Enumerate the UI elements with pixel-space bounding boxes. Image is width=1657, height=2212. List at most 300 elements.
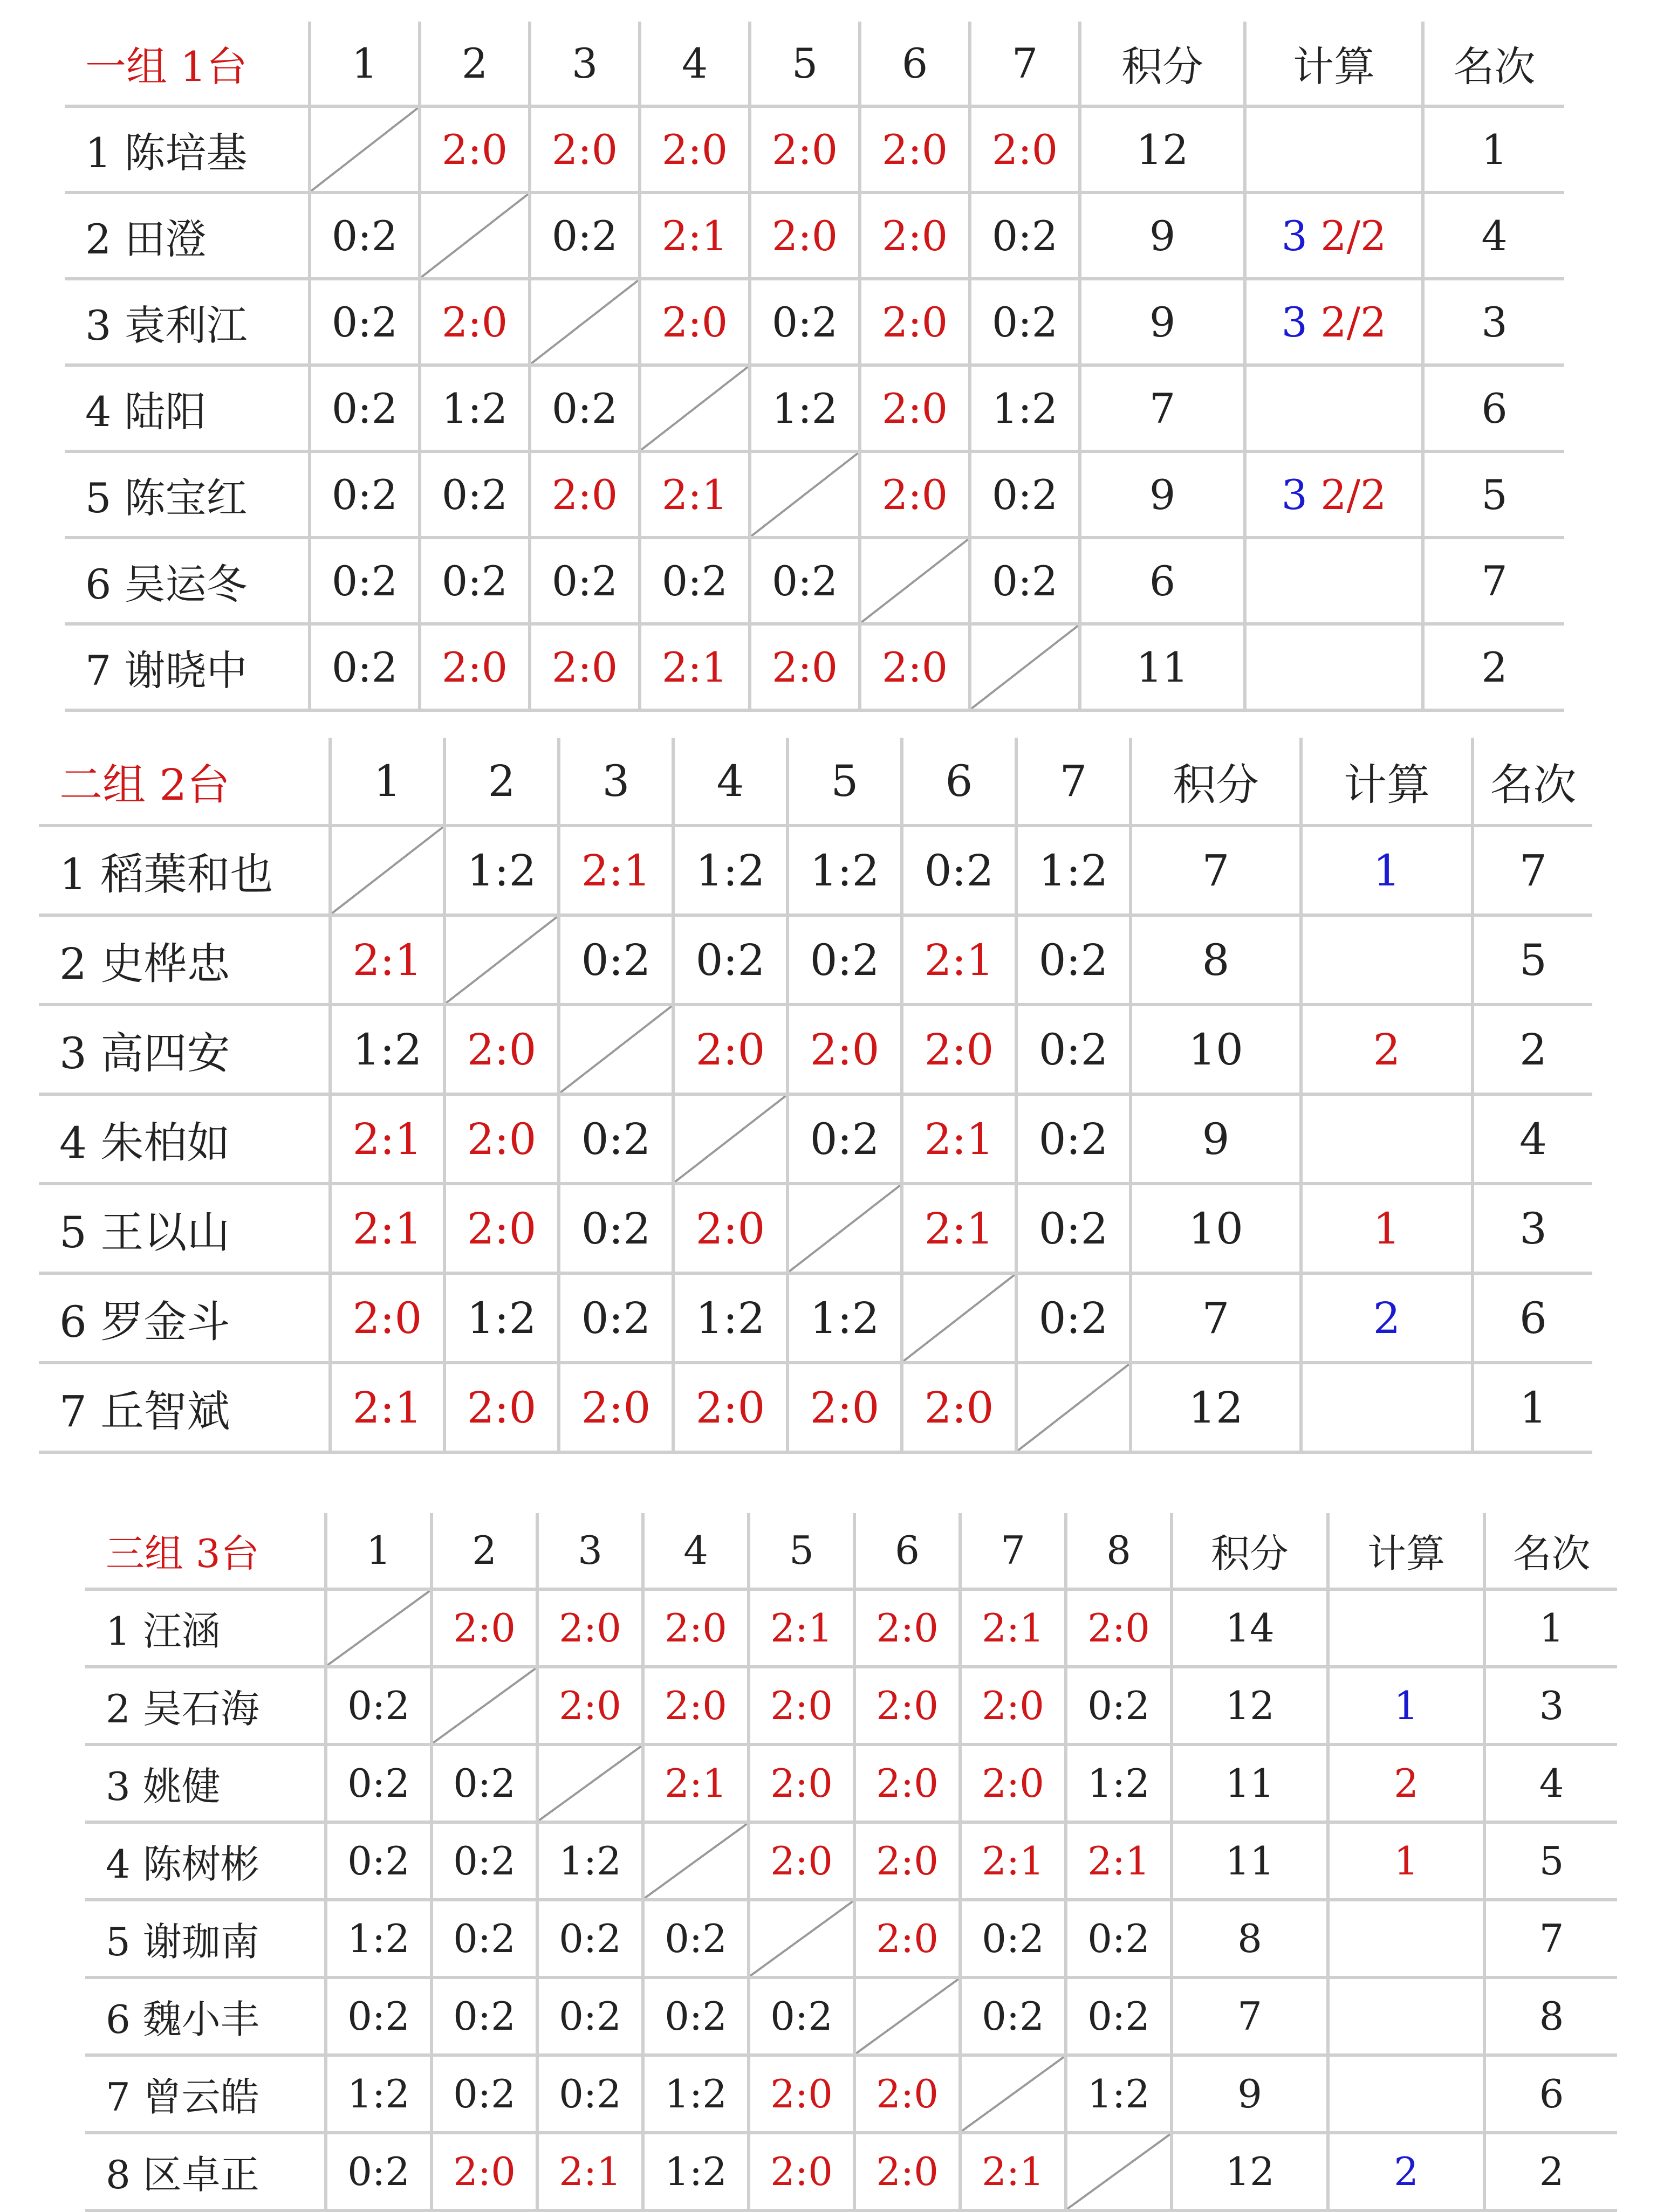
match-result: 1:2 [643, 2055, 749, 2133]
player-row [39, 915, 1592, 1005]
match-result: 2:1 [640, 451, 750, 538]
match-result: 0:2 [749, 1977, 854, 2055]
match-result: 2:0 [749, 1822, 854, 1900]
points-value: 14 [1172, 1589, 1328, 1667]
opponent-column-header: 5 [750, 22, 860, 106]
player-row [65, 279, 1564, 365]
player-name: 1 陈培基 [65, 106, 310, 193]
player-name: 3 高四安 [39, 1005, 330, 1094]
tiebreak-part: 3 [1281, 211, 1307, 260]
points-value: 9 [1131, 1094, 1301, 1184]
player-row [39, 1005, 1592, 1094]
tiebreak-part: 2/2 [1307, 298, 1387, 346]
opponent-column-header: 2 [420, 22, 530, 106]
match-result: 2:0 [854, 1589, 960, 1667]
match-result: 0:2 [537, 1977, 643, 2055]
match-result: 0:2 [310, 365, 420, 451]
rank-value: 5 [1423, 451, 1564, 538]
tiebreak-calc [1328, 1667, 1484, 1744]
match-result: 2:0 [432, 2133, 537, 2210]
opponent-column-header: 8 [1066, 1513, 1172, 1589]
match-result: 0:2 [902, 826, 1016, 915]
points-value: 11 [1080, 624, 1245, 710]
tiebreak-part: 2 [1394, 2149, 1419, 2194]
group-title: 二组 2台 [39, 738, 330, 826]
tiebreak-calc [1245, 279, 1423, 365]
self-match-cell [326, 1589, 432, 1667]
tiebreak-calc [1301, 1005, 1473, 1094]
points-value: 7 [1080, 365, 1245, 451]
column-header: 积分 [1172, 1513, 1328, 1589]
points-value: 8 [1131, 915, 1301, 1005]
player-row [65, 624, 1564, 710]
points-value: 7 [1131, 826, 1301, 915]
header-row [39, 738, 1592, 826]
rank-value: 2 [1484, 2133, 1617, 2210]
player-name: 5 王以山 [39, 1184, 330, 1273]
rank-value: 5 [1484, 1822, 1617, 1900]
points-value: 12 [1080, 106, 1245, 193]
match-result: 2:1 [559, 826, 673, 915]
tiebreak-part: 1 [1394, 1683, 1419, 1728]
player-name: 2 田澄 [65, 193, 310, 279]
match-result: 2:0 [444, 1363, 559, 1452]
match-result: 2:0 [530, 451, 640, 538]
player-row [39, 1363, 1592, 1452]
match-result: 0:2 [1016, 1094, 1131, 1184]
rank-value: 6 [1484, 2055, 1617, 2133]
tiebreak-calc [1328, 2055, 1484, 2133]
self-match-cell [749, 1900, 854, 1977]
points-value: 8 [1172, 1900, 1328, 1977]
opponent-column-header: 3 [530, 22, 640, 106]
match-result: 2:0 [537, 1667, 643, 1744]
self-match-cell [750, 451, 860, 538]
match-result: 0:2 [530, 538, 640, 624]
match-result: 2:1 [1066, 1822, 1172, 1900]
tiebreak-calc [1245, 365, 1423, 451]
tiebreak-part: 3 [1281, 470, 1307, 519]
match-result: 2:0 [860, 624, 970, 710]
match-result: 2:0 [788, 1005, 902, 1094]
rank-value: 4 [1473, 1094, 1592, 1184]
match-result: 2:0 [854, 1822, 960, 1900]
match-result: 1:2 [420, 365, 530, 451]
opponent-column-header: 6 [854, 1513, 960, 1589]
match-result: 2:1 [902, 1184, 1016, 1273]
tiebreak-calc [1301, 1273, 1473, 1363]
player-row [39, 1094, 1592, 1184]
player-name: 4 陈树彬 [85, 1822, 326, 1900]
column-header: 名次 [1423, 22, 1564, 106]
player-row [65, 538, 1564, 624]
match-result: 2:0 [444, 1184, 559, 1273]
match-result: 2:0 [673, 1005, 788, 1094]
player-row [39, 1273, 1592, 1363]
tiebreak-calc [1301, 1184, 1473, 1273]
points-value: 9 [1172, 2055, 1328, 2133]
match-result: 2:0 [750, 106, 860, 193]
match-result: 2:0 [960, 1744, 1066, 1822]
match-result: 0:2 [310, 624, 420, 710]
match-result: 0:2 [750, 279, 860, 365]
player-name: 1 稻葉和也 [39, 826, 330, 915]
match-result: 0:2 [970, 279, 1080, 365]
match-result: 2:1 [643, 1744, 749, 1822]
opponent-column-header: 4 [643, 1513, 749, 1589]
match-result: 1:2 [970, 365, 1080, 451]
match-result: 2:0 [749, 1744, 854, 1822]
match-result: 2:1 [902, 1094, 1016, 1184]
rank-value: 4 [1423, 193, 1564, 279]
self-match-cell [854, 1977, 960, 2055]
match-result: 1:2 [673, 826, 788, 915]
player-row [85, 1822, 1617, 1900]
opponent-column-header: 3 [559, 738, 673, 826]
match-result: 2:0 [444, 1005, 559, 1094]
opponent-column-header: 7 [1016, 738, 1131, 826]
player-name: 6 魏小丰 [85, 1977, 326, 2055]
match-result: 0:2 [640, 538, 750, 624]
match-result: 2:0 [960, 1667, 1066, 1744]
opponent-column-header: 6 [902, 738, 1016, 826]
self-match-cell [530, 279, 640, 365]
self-match-cell [1016, 1363, 1131, 1452]
match-result: 2:0 [559, 1363, 673, 1452]
tiebreak-part: 2 [1394, 1761, 1419, 1806]
match-result: 1:2 [788, 826, 902, 915]
match-result: 2:0 [643, 1667, 749, 1744]
match-result: 2:0 [854, 1900, 960, 1977]
player-name: 6 罗金斗 [39, 1273, 330, 1363]
header-row [65, 22, 1564, 106]
tiebreak-part: 1 [1373, 1203, 1401, 1254]
tiebreak-calc [1245, 193, 1423, 279]
tiebreak-calc [1301, 1094, 1473, 1184]
match-result: 2:1 [330, 915, 444, 1005]
match-result: 1:2 [326, 1900, 432, 1977]
column-header: 计算 [1301, 738, 1473, 826]
match-result: 2:0 [420, 624, 530, 710]
match-result: 0:2 [643, 1977, 749, 2055]
tiebreak-calc [1301, 915, 1473, 1005]
match-result: 2:0 [860, 279, 970, 365]
group-3-crosstable [85, 1513, 1617, 2212]
player-name: 5 谢珈南 [85, 1900, 326, 1977]
tiebreak-part: 2 [1373, 1293, 1401, 1343]
tiebreak-calc [1328, 1977, 1484, 2055]
match-result: 2:0 [970, 106, 1080, 193]
tiebreak-calc [1301, 1363, 1473, 1452]
match-result: 1:2 [788, 1273, 902, 1363]
match-result: 2:1 [537, 2133, 643, 2210]
match-result: 2:0 [749, 2055, 854, 2133]
rank-value: 1 [1423, 106, 1564, 193]
tiebreak-calc [1328, 1744, 1484, 1822]
match-result: 0:2 [559, 1094, 673, 1184]
column-header: 计算 [1328, 1513, 1484, 1589]
player-name: 4 陆阳 [65, 365, 310, 451]
player-row [85, 2133, 1617, 2210]
match-result: 1:2 [643, 2133, 749, 2210]
points-value: 7 [1131, 1273, 1301, 1363]
match-result: 2:0 [643, 1589, 749, 1667]
opponent-column-header: 1 [330, 738, 444, 826]
opponent-column-header: 2 [444, 738, 559, 826]
match-result: 2:0 [537, 1589, 643, 1667]
header-row [85, 1513, 1617, 1589]
match-result: 0:2 [326, 1822, 432, 1900]
player-row [85, 1900, 1617, 1977]
opponent-column-header: 1 [310, 22, 420, 106]
rank-value: 6 [1473, 1273, 1592, 1363]
match-result: 0:2 [326, 1744, 432, 1822]
match-result: 0:2 [310, 279, 420, 365]
rank-value: 1 [1473, 1363, 1592, 1452]
tiebreak-calc [1301, 826, 1473, 915]
column-header: 积分 [1080, 22, 1245, 106]
player-row [65, 451, 1564, 538]
opponent-column-header: 7 [960, 1513, 1066, 1589]
match-result: 2:0 [1066, 1589, 1172, 1667]
match-result: 2:0 [854, 2133, 960, 2210]
opponent-column-header: 7 [970, 22, 1080, 106]
match-result: 0:2 [1066, 1900, 1172, 1977]
match-result: 0:2 [432, 1900, 537, 1977]
player-row [39, 1184, 1592, 1273]
self-match-cell [432, 1667, 537, 1744]
tiebreak-calc [1245, 538, 1423, 624]
opponent-column-header: 5 [749, 1513, 854, 1589]
column-header: 积分 [1131, 738, 1301, 826]
match-result: 2:0 [420, 106, 530, 193]
match-result: 0:2 [326, 1977, 432, 2055]
match-result: 1:2 [537, 1822, 643, 1900]
match-result: 0:2 [432, 2055, 537, 2133]
player-row [85, 1589, 1617, 1667]
self-match-cell [970, 624, 1080, 710]
rank-value: 1 [1484, 1589, 1617, 1667]
match-result: 0:2 [420, 538, 530, 624]
player-row [65, 365, 1564, 451]
match-result: 0:2 [788, 1094, 902, 1184]
match-result: 2:0 [750, 193, 860, 279]
points-value: 7 [1172, 1977, 1328, 2055]
points-value: 10 [1131, 1184, 1301, 1273]
points-value: 12 [1131, 1363, 1301, 1452]
tiebreak-part: 2/2 [1307, 470, 1387, 519]
points-value: 12 [1172, 1667, 1328, 1744]
points-value: 6 [1080, 538, 1245, 624]
match-result: 0:2 [1066, 1977, 1172, 2055]
match-result: 0:2 [310, 193, 420, 279]
rank-value: 4 [1484, 1744, 1617, 1822]
self-match-cell [673, 1094, 788, 1184]
rank-value: 3 [1484, 1667, 1617, 1744]
player-name: 1 汪涵 [85, 1589, 326, 1667]
match-result: 1:2 [673, 1273, 788, 1363]
tiebreak-part: 3 [1281, 298, 1307, 346]
rank-value: 7 [1423, 538, 1564, 624]
match-result: 2:1 [749, 1589, 854, 1667]
player-row [85, 1667, 1617, 1744]
match-result: 0:2 [432, 1822, 537, 1900]
self-match-cell [1066, 2133, 1172, 2210]
tiebreak-calc [1245, 106, 1423, 193]
match-result: 0:2 [537, 2055, 643, 2133]
self-match-cell [960, 2055, 1066, 2133]
rank-value: 6 [1423, 365, 1564, 451]
tiebreak-calc [1328, 2133, 1484, 2210]
tiebreak-part: 1 [1373, 845, 1401, 896]
self-match-cell [444, 915, 559, 1005]
player-name: 4 朱柏如 [39, 1094, 330, 1184]
player-row [65, 106, 1564, 193]
tiebreak-calc [1328, 1900, 1484, 1977]
match-result: 2:0 [432, 1589, 537, 1667]
match-result: 0:2 [1016, 915, 1131, 1005]
player-row [85, 1744, 1617, 1822]
player-name: 3 袁利江 [65, 279, 310, 365]
match-result: 2:0 [749, 2133, 854, 2210]
match-result: 2:0 [860, 451, 970, 538]
match-result: 2:1 [640, 193, 750, 279]
match-result: 0:2 [960, 1900, 1066, 1977]
match-result: 2:0 [673, 1363, 788, 1452]
tiebreak-part: 1 [1394, 1838, 1419, 1884]
rank-value: 3 [1423, 279, 1564, 365]
match-result: 1:2 [1066, 2055, 1172, 2133]
match-result: 0:2 [643, 1900, 749, 1977]
match-result: 0:2 [326, 2133, 432, 2210]
self-match-cell [559, 1005, 673, 1094]
rank-value: 5 [1473, 915, 1592, 1005]
match-result: 2:1 [960, 2133, 1066, 2210]
self-match-cell [537, 1744, 643, 1822]
opponent-column-header: 3 [537, 1513, 643, 1589]
match-result: 2:0 [640, 106, 750, 193]
match-result: 0:2 [970, 193, 1080, 279]
match-result: 2:0 [640, 279, 750, 365]
points-value: 11 [1172, 1744, 1328, 1822]
match-result: 2:0 [854, 1667, 960, 1744]
self-match-cell [330, 826, 444, 915]
tiebreak-calc [1328, 1822, 1484, 1900]
column-header: 计算 [1245, 22, 1423, 106]
match-result: 2:1 [960, 1822, 1066, 1900]
self-match-cell [420, 193, 530, 279]
match-result: 2:0 [854, 1744, 960, 1822]
match-result: 0:2 [960, 1977, 1066, 2055]
match-result: 2:0 [902, 1005, 1016, 1094]
opponent-column-header: 2 [432, 1513, 537, 1589]
match-result: 1:2 [1066, 1744, 1172, 1822]
match-result: 1:2 [444, 826, 559, 915]
rank-value: 2 [1473, 1005, 1592, 1094]
rank-value: 7 [1484, 1900, 1617, 1977]
tiebreak-part: 2 [1373, 1024, 1401, 1075]
match-result: 2:1 [640, 624, 750, 710]
match-result: 2:0 [530, 624, 640, 710]
match-result: 2:0 [749, 1667, 854, 1744]
match-result: 2:0 [902, 1363, 1016, 1452]
match-result: 0:2 [530, 365, 640, 451]
match-result: 2:0 [444, 1094, 559, 1184]
self-match-cell [860, 538, 970, 624]
points-value: 11 [1172, 1822, 1328, 1900]
match-result: 2:0 [530, 106, 640, 193]
match-result: 0:2 [537, 1900, 643, 1977]
match-result: 0:2 [970, 451, 1080, 538]
match-result: 2:1 [902, 915, 1016, 1005]
match-result: 2:0 [673, 1184, 788, 1273]
match-result: 0:2 [559, 915, 673, 1005]
match-result: 2:0 [420, 279, 530, 365]
group-title: 三组 3台 [85, 1513, 326, 1589]
match-result: 2:0 [860, 193, 970, 279]
opponent-column-header: 4 [673, 738, 788, 826]
column-header: 名次 [1473, 738, 1592, 826]
group-2-crosstable [39, 738, 1592, 1454]
opponent-column-header: 6 [860, 22, 970, 106]
match-result: 0:2 [530, 193, 640, 279]
player-name: 7 曾云皓 [85, 2055, 326, 2133]
match-result: 0:2 [420, 451, 530, 538]
match-result: 0:2 [432, 1977, 537, 2055]
match-result: 2:0 [788, 1363, 902, 1452]
player-name: 3 姚健 [85, 1744, 326, 1822]
match-result: 0:2 [1016, 1273, 1131, 1363]
player-row [85, 2055, 1617, 2133]
match-result: 0:2 [1016, 1184, 1131, 1273]
points-value: 9 [1080, 193, 1245, 279]
match-result: 1:2 [326, 2055, 432, 2133]
points-value: 12 [1172, 2133, 1328, 2210]
player-name: 7 丘智斌 [39, 1363, 330, 1452]
match-result: 0:2 [788, 915, 902, 1005]
tiebreak-calc [1328, 1589, 1484, 1667]
match-result: 2:0 [330, 1273, 444, 1363]
points-value: 10 [1131, 1005, 1301, 1094]
group-title: 一组 1台 [65, 22, 310, 106]
match-result: 0:2 [326, 1667, 432, 1744]
rank-value: 8 [1484, 1977, 1617, 2055]
match-result: 2:1 [330, 1094, 444, 1184]
match-result: 2:0 [860, 365, 970, 451]
player-name: 5 陈宝红 [65, 451, 310, 538]
match-result: 0:2 [559, 1273, 673, 1363]
opponent-column-header: 5 [788, 738, 902, 826]
player-row [65, 193, 1564, 279]
player-name: 2 史桦忠 [39, 915, 330, 1005]
rank-value: 2 [1423, 624, 1564, 710]
column-header: 名次 [1484, 1513, 1617, 1589]
points-value: 9 [1080, 279, 1245, 365]
match-result: 1:2 [444, 1273, 559, 1363]
match-result: 0:2 [310, 451, 420, 538]
match-result: 0:2 [673, 915, 788, 1005]
group-1-crosstable [65, 22, 1564, 712]
match-result: 2:0 [860, 106, 970, 193]
tiebreak-calc [1245, 451, 1423, 538]
tiebreak-calc [1245, 624, 1423, 710]
tiebreak-part: 2/2 [1307, 211, 1387, 260]
rank-value: 3 [1473, 1184, 1592, 1273]
match-result: 0:2 [1066, 1667, 1172, 1744]
match-result: 0:2 [432, 1744, 537, 1822]
opponent-column-header: 1 [326, 1513, 432, 1589]
match-result: 0:2 [750, 538, 860, 624]
